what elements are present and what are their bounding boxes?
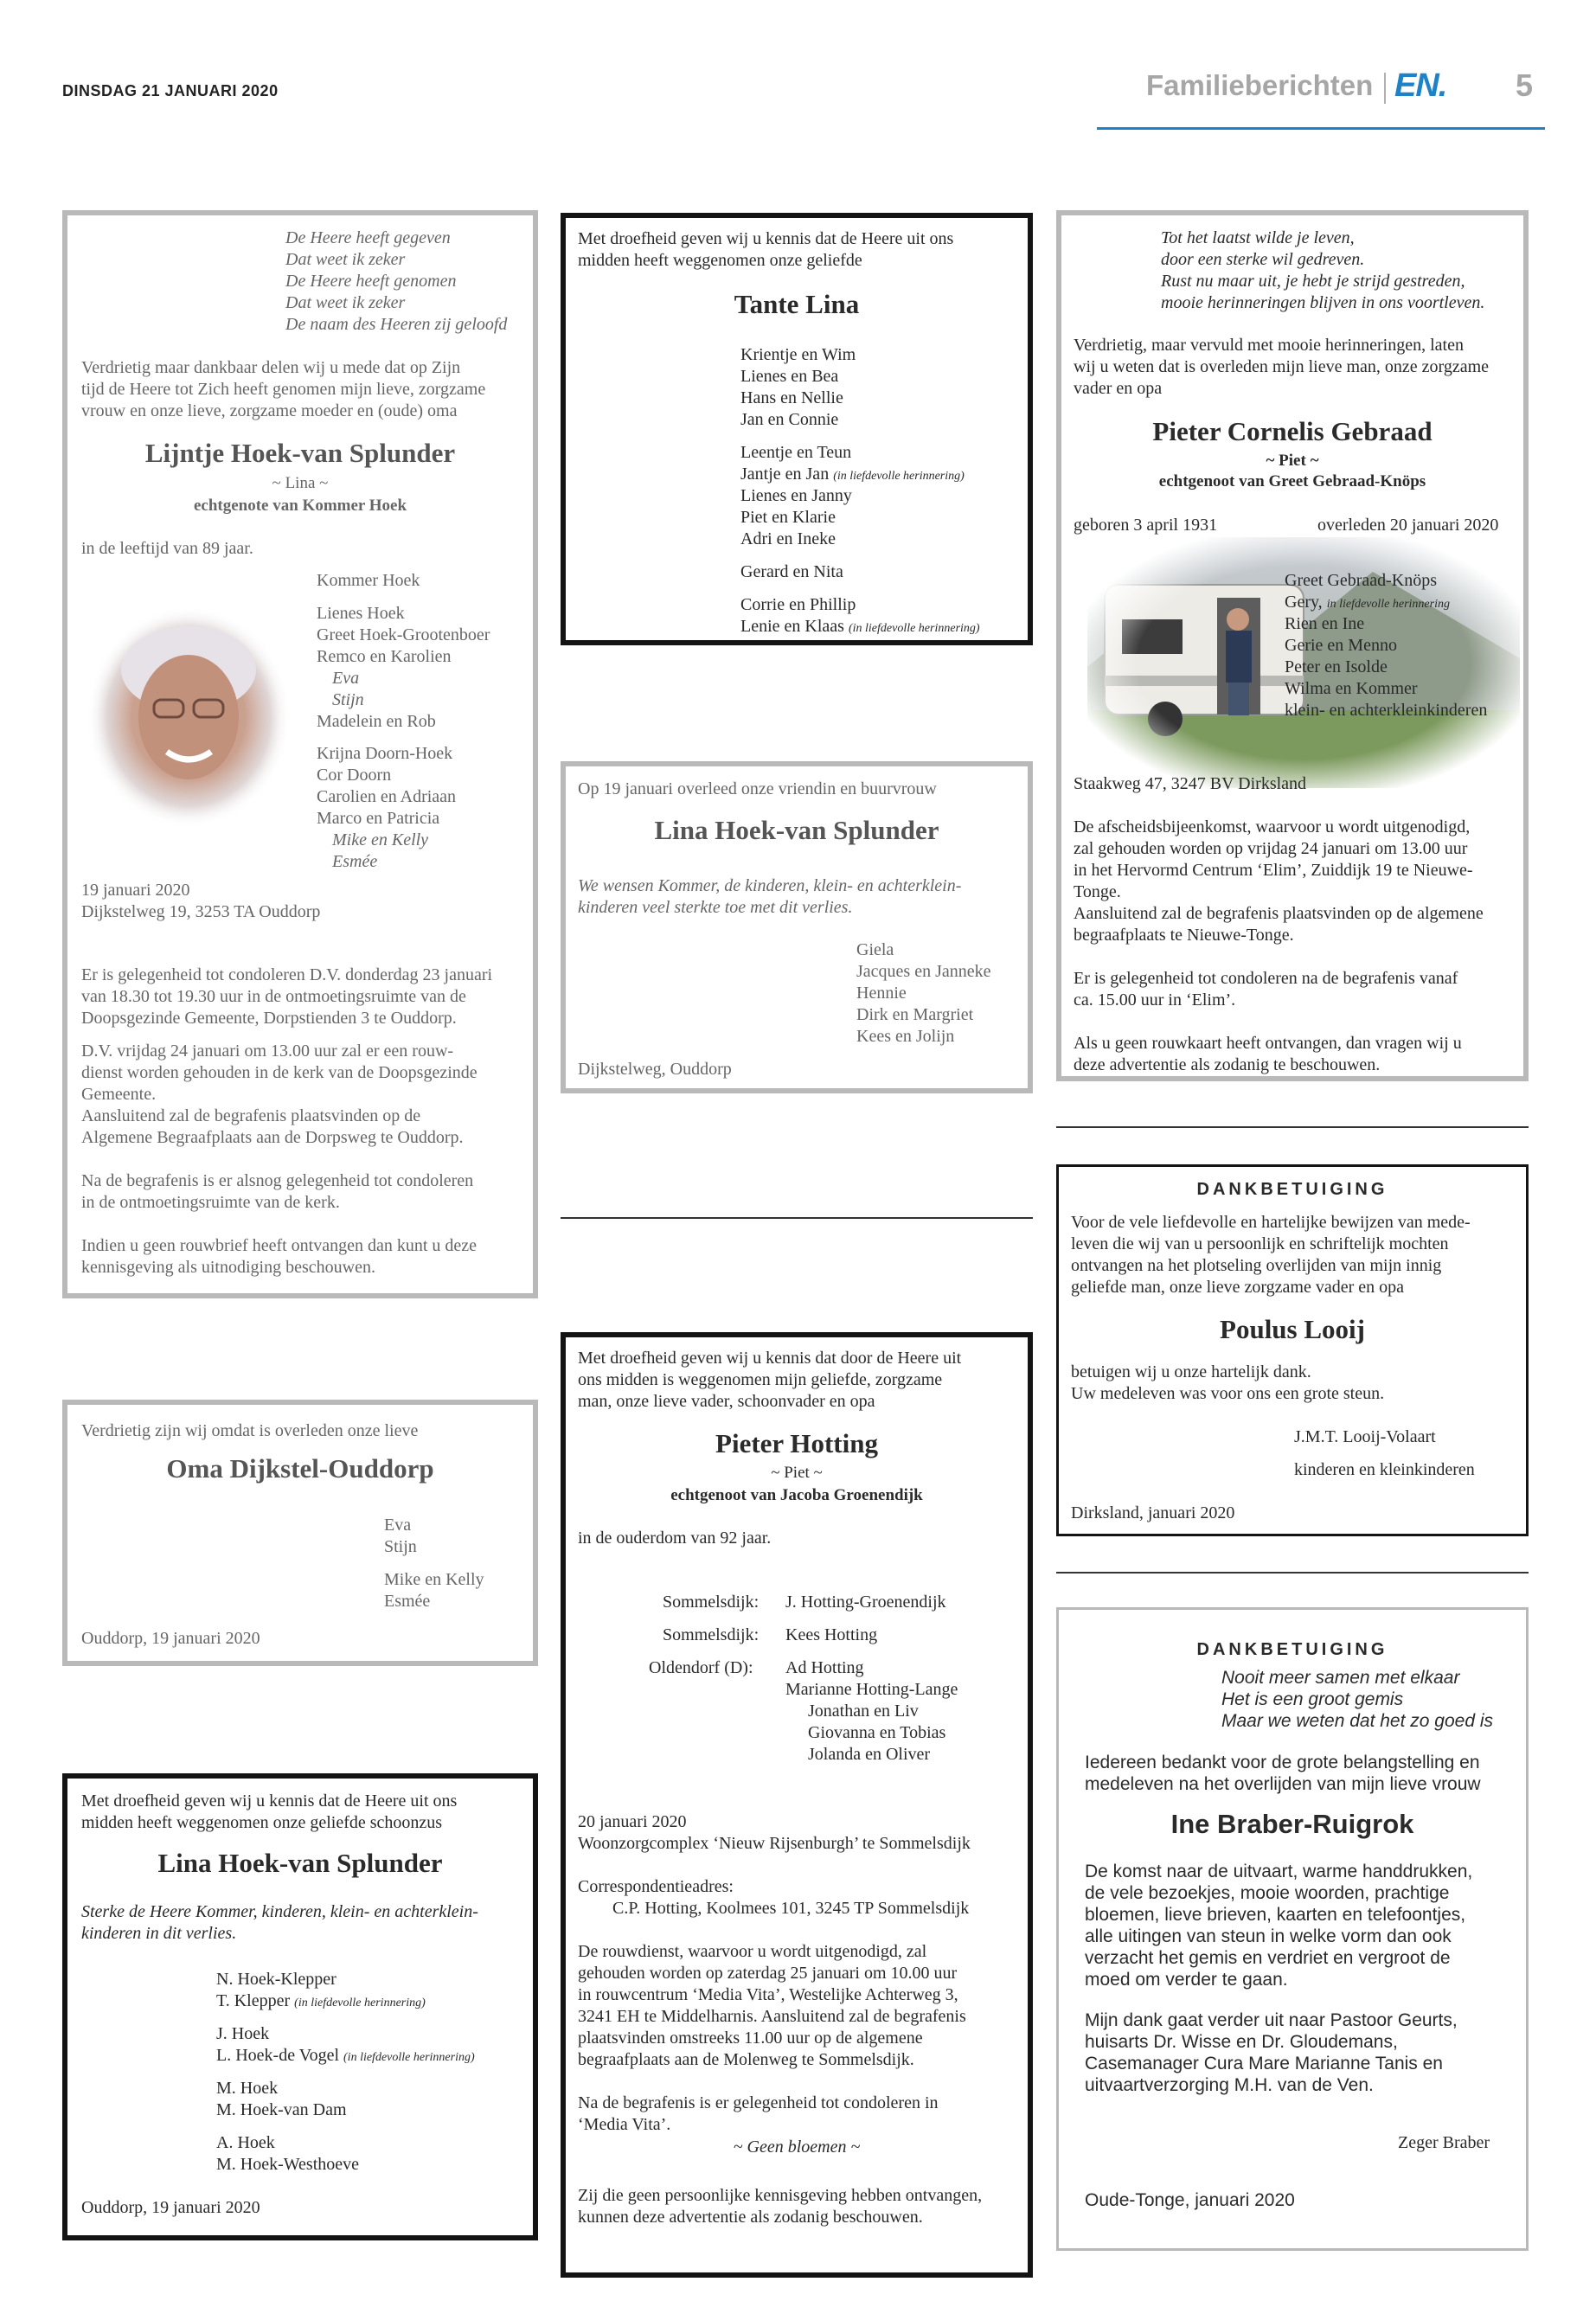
header-divider [1384,73,1386,104]
issue-date: DINSDAG 21 JANUARI 2020 [62,82,279,99]
deceased-name: Ine Braber-Ruigrok [1170,1809,1414,1839]
notice-lijntje-hoek: De Heere heeft gegeven Dat weet ik zeker De Heere heeft genomen Dat weet ik zeker De naam des Heeren zij geloofd Verdrietig maar dankbaar delen wij u mede dat op Zijn tijd de Heere tot Zich heeft genomen mijn lieve, zorgzame vrouw en onze lieve, zorgzame moeder en (oude) oma Lijntje Hoek-van Splunder ~ Lina ~ echtgenote van Kommer Hoek in de leeftijd van 89 jaar. Kommer Hoek Lienes Hoek Greet Hoek-Grootenboer Remco en Karolien Eva Stijn Madelein en Rob Krijna Doorn-Hoek Cor Doorn Carolien en Adriaan Marco en Patricia Mike en Kelly Esmée 19 januari 2020 Dijkstelweg 19, 3253 TA Ouddorp [62,210,538,1298]
footer-line: Dirksland, januari 2020 [1071,1503,1235,1522]
spouse-line: echtgenoot van Jacoba Groenendijk [670,1486,923,1504]
footer-line: Ouddorp, 19 januari 2020 [81,2198,260,2217]
deceased-name: Lina Hoek-van Splunder [654,815,939,845]
date-line: 19 januari 2020 [81,881,190,900]
address-line: Dijkstelweg 19, 3253 TA Ouddorp [81,902,321,921]
intro-line: Verdrietig zijn wij omdat is overleden onze lieve [81,1421,419,1440]
nickname: ~ Lina ~ [272,474,329,492]
column-rule [1056,1126,1529,1128]
spouse-line: echtgenote van Kommer Hoek [193,497,407,515]
page-number: 5 [1516,67,1534,103]
column-rule [1056,1572,1529,1574]
notice-dank-braber: DANKBETUIGING Nooit meer samen met elkaar Het is een groot gemis Maar we weten dat het zo goed is Iedereen bedankt voor de grote belangstelling en medeleven na het overlijden van mijn lieve vrouw Ine Braber-Ruigrok De komst naar de uitvaart, warme handdrukken, de vele bezoekjes, mooie woorden, prachtige bloemen, lieve brieven, kaarten en telefoontjes, alle uitingen van steun in welke vorm dan ook verzacht het gemis en verdriet en vergroot de moed om verder te gaan. Mijn dank gaat verder uit naar Pastoor Geurts, huisarts Dr. Wisse en Dr. Gloudemans, Casemanager Cura Mare Marianne Tanis en uitvaartverzorging M.H. van de Ven. Zeger Braber Oude-Tonge, januari 2020 [1056,1607,1529,2251]
birth-date: geboren 3 april 1931 [1074,516,1218,535]
notice-pieter-hotting: Met droefheid geven wij u kennis dat door de Heere uit ons midden is weggenomen mijn geliefde, zorgzame man, onze lieve vader, schoonvader en opa Pieter Hotting ~ Piet ~ echtgenoot van Jacoba Groenendijk in de ouderdom van 92 jaar. Sommelsdijk: J. Hotting-Groenendijk Sommelsdijk: Kees Hotting Oldendorf (D): Ad Hotting Marianne Hotting-Lange Jonathan en Liv Giovanna en Tobias Jolanda en Oliver 20 januari 2020 Woonzorgcomplex ‘Nieuw Rijsenburgh’ te Sommelsdijk Correspondentieadres: C.P. Hotting, Koolmees 101, 3245 TP Sommelsdijk De rouwdienst, waarvoor u wordt uitgenodigd, zal gehouden worden op zaterdag 25 januari om 10.00 uur in rouwcentrum ‘Media Vita’, Westelijke Achterweg 3, 3241 EH te Middelharnis. Aansluitend zal de begrafenis plaatsvinden omstreeks 11.00 uur op de algemene begraafplaats aan de Molenweg te Sommelsdijk. Na de begrafenis is er gelegenheid tot condoleren in ‘Media Vita’. ~ Geen bloemen ~ Zij die geen persoonlijke kennisgeving hebben ontvangen, kunnen deze advertentie als zodanig beschouwen. [561,1332,1033,2278]
notice-dank-looij: DANKBETUIGING Voor de vele liefdevolle en hartelijke bewijzen van mede- leven die wij van u persoonlijk en schriftelijk mochten ontvangen na het plotseling overlijden van mijn innig geliefde man, onze lieve zorgzame vader en opa Poulus Looij betuigen wij u onze hartelijk dank. Uw medeleven was voor ons een grote steun. J.M.T. Looij-Volaart kinderen en kleinkinderen Dirksland, januari 2020 [1056,1164,1529,1536]
no-flowers: ~ Geen bloemen ~ [733,2138,861,2157]
footer-line: Oude-Tonge, januari 2020 [1085,2190,1295,2210]
newspaper-logo: EN. [1394,67,1447,104]
signature: Zeger Braber [1398,2133,1490,2152]
deceased-name: Lijntje Hoek-van Splunder [144,438,456,468]
notice-pieter-gebraad: Tot het laatst wilde je leven, door een sterke wil gedreven. Rust nu maar uit, je hebt je strijd gestreden, mooie herinneringen blijven in ons voortleven. Verdrietig, maar vervuld met mooie herinneringen, laten wij u weten dat is overleden mijn lieve man, onze zorgzame vader en opa Pieter Cornelis Gebraad ~ Piet ~ echtgenoot van Greet Gebraad-Knöps geboren 3 april 1931 overleden 20 januari 2020 Greet Gebraad-Knöps Gery, in liefdevolle herinnering Rien en Ine Gerie en Menno Peter en Isolde Wilma en Kommer klein- en achterkleinkinderen Staakweg 47, 3247 BV Dirksland De afscheidsbijeenkomst, waarvoor u wordt uitgenodigd, zal gehouden worden op vrijdag 24 januari om 13.00 uur in het Hervormd Centrum ‘Elim’, Zuiddijk 19 te Nieuwe- Tonge. Aansluitend zal de begrafenis plaatsvinden op de algemene begraafplaats te Nieuwe-Tonge. Er is gelegenheid tot condoleren na de begrafenis vanaf ca. 15.00 uur in ‘Elim’. Als u geen rouwkaart heeft ontvangen, dan vragen wij u deze advertentie als zodanig te beschouwen. [1056,210,1529,1081]
deceased-name: Oma Dijkstel-Ouddorp [166,1453,434,1484]
notice-heading: DANKBETUIGING [1196,1180,1388,1199]
notice-lina-schoonzus: Met droefheid geven wij u kennis dat de Heere uit ons midden heeft weggenomen onze geliefde schoonzus Lina Hoek-van Splunder Sterke de Heere Kommer, kinderen, klein- en achterklein- kinderen in dit verlies. N. Hoek-Klepper T. Klepper (in liefdevolle herinnering) J. Hoek L. Hoek-de Vogel (in liefdevolle herinnering) M. Hoek M. Hoek-van Dam A. Hoek M. Hoek-Westhoeve Ouddorp, 19 januari 2020 [62,1773,538,2240]
intro-line: tijd de Heere tot Zich heeft genomen mijn lieve, zorgzame [81,380,486,399]
deceased-name: Pieter Cornelis Gebraad [1152,416,1433,446]
address-line: Staakweg 47, 3247 BV Dirksland [1074,774,1307,793]
deceased-name: Pieter Hotting [715,1428,878,1458]
spouse-line: echtgenoot van Greet Gebraad-Knöps [1158,472,1426,490]
notice-tante-lina: Met droefheid geven wij u kennis dat de Heere uit ons midden heeft weggenomen onze geliefde Tante Lina Krientje en Wim Lienes en Bea Hans en Nellie Jan en Connie Leentje en Teun Jantje en Jan (in liefdevolle herinnering) Lienes en Janny Piet en Klarie Adri en Ineke Gerard en Nita Corrie en Phillip Lenie en Klaas (in liefdevolle herinnering) [561,213,1033,645]
nickname: ~ Piet ~ [1266,452,1319,470]
intro-line: Verdrietig maar dankbaar delen wij u mede dat op Zijn [81,358,461,377]
header-rule [1097,127,1545,130]
notice-heading: DANKBETUIGING [1196,1640,1388,1659]
notice-oma-dijkstel: Verdrietig zijn wij omdat is overleden onze lieve Oma Dijkstel-Ouddorp Eva Stijn Mike en Kelly Esmée Ouddorp, 19 januari 2020 [62,1400,538,1666]
deceased-name: Poulus Looij [1220,1314,1365,1344]
intro-line: vrouw en onze lieve, zorgzame moeder en (oude) oma [81,401,458,420]
column-rule [561,1217,1033,1219]
age-line: in de ouderdom van 92 jaar. [578,1529,772,1548]
death-date: overleden 20 januari 2020 [1317,516,1499,535]
section-title: Familieberichten [1146,69,1374,101]
portrait-photo [85,605,292,830]
deceased-name: Lina Hoek-van Splunder [157,1848,443,1878]
footer-line: Ouddorp, 19 januari 2020 [81,1629,260,1648]
nickname: ~ Piet ~ [771,1464,823,1482]
age-line: in de leeftijd van 89 jaar. [81,539,253,558]
footer-line: Dijkstelweg, Ouddorp [578,1060,732,1079]
deceased-name: Tante Lina [734,289,860,319]
notice-buurvrouw: Op 19 januari overleed onze vriendin en buurvrouw Lina Hoek-van Splunder We wensen Kommer, de kinderen, klein- en achterklein- kinderen veel sterkte toe met dit verlies. Giela Jacques en Janneke Hennie Dirk en Margriet Kees en Jolijn Dijkstelweg, Ouddorp [561,761,1033,1093]
